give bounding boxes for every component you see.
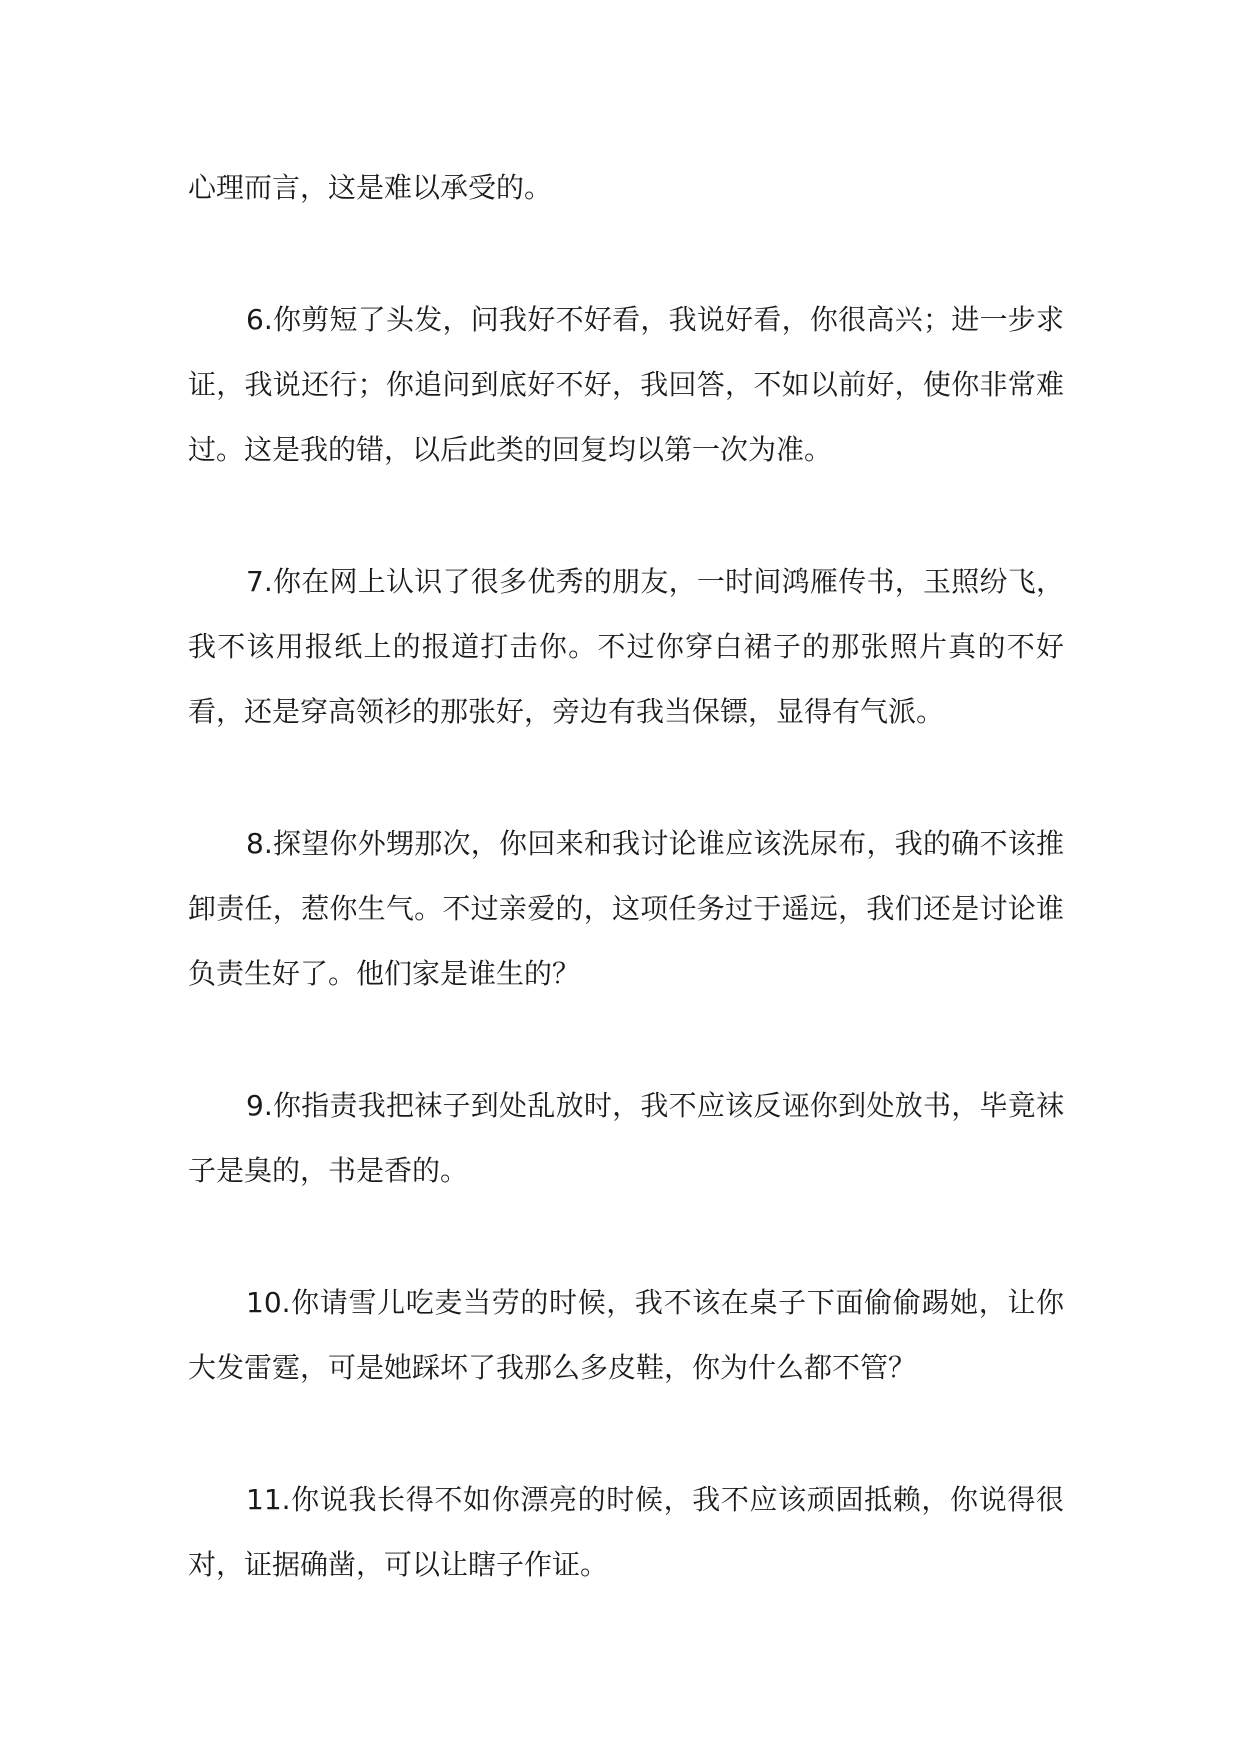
document-body — [188, 155, 1064, 1664]
paragraph-item-7: 7.你在网上认识了很多优秀的朋友，一时间鸿雁传书，玉照纷飞，我不该用报纸上的报道打击你。不过你穿白裙子的那张照片真的不好看，还是穿高领衫的那张好，旁边有我当保镖，显得有气派。 — [188, 565, 1064, 728]
paragraph-item-8: 8.探望你外甥那次，你回来和我讨论谁应该洗尿布，我的确不该推卸责任，惹你生气。不过亲爱的，这项任务过于遥远，我们还是讨论谁负责生好了。他们家是谁生的？ — [188, 827, 1064, 990]
paragraph-continuation: 心理而言，这是难以承受的。 — [188, 171, 553, 204]
paragraph-item-10: 10.你请雪儿吃麦当劳的时候，我不该在桌子下面偷偷踢她，让你大发雷霆，可是她踩坏了我那么多皮鞋，你为什么都不管？ — [188, 1286, 1064, 1384]
paragraph-item-9: 9.你指责我把袜子到处乱放时，我不应该反诬你到处放书，毕竟袜子是臭的，书是香的。 — [188, 1089, 1064, 1187]
paragraph-item-11: 11.你说我长得不如你漂亮的时候，我不应该顽固抵赖，你说得很对，证据确凿，可以让瞎子作证。 — [188, 1483, 1064, 1581]
paragraph-item-6: 6.你剪短了头发，问我好不好看，我说好看，你很高兴；进一步求证，我说还行；你追问到底好不好，我回答，不如以前好，使你非常难过。这是我的错，以后此类的回复均以第一次为准。 — [188, 303, 1064, 466]
